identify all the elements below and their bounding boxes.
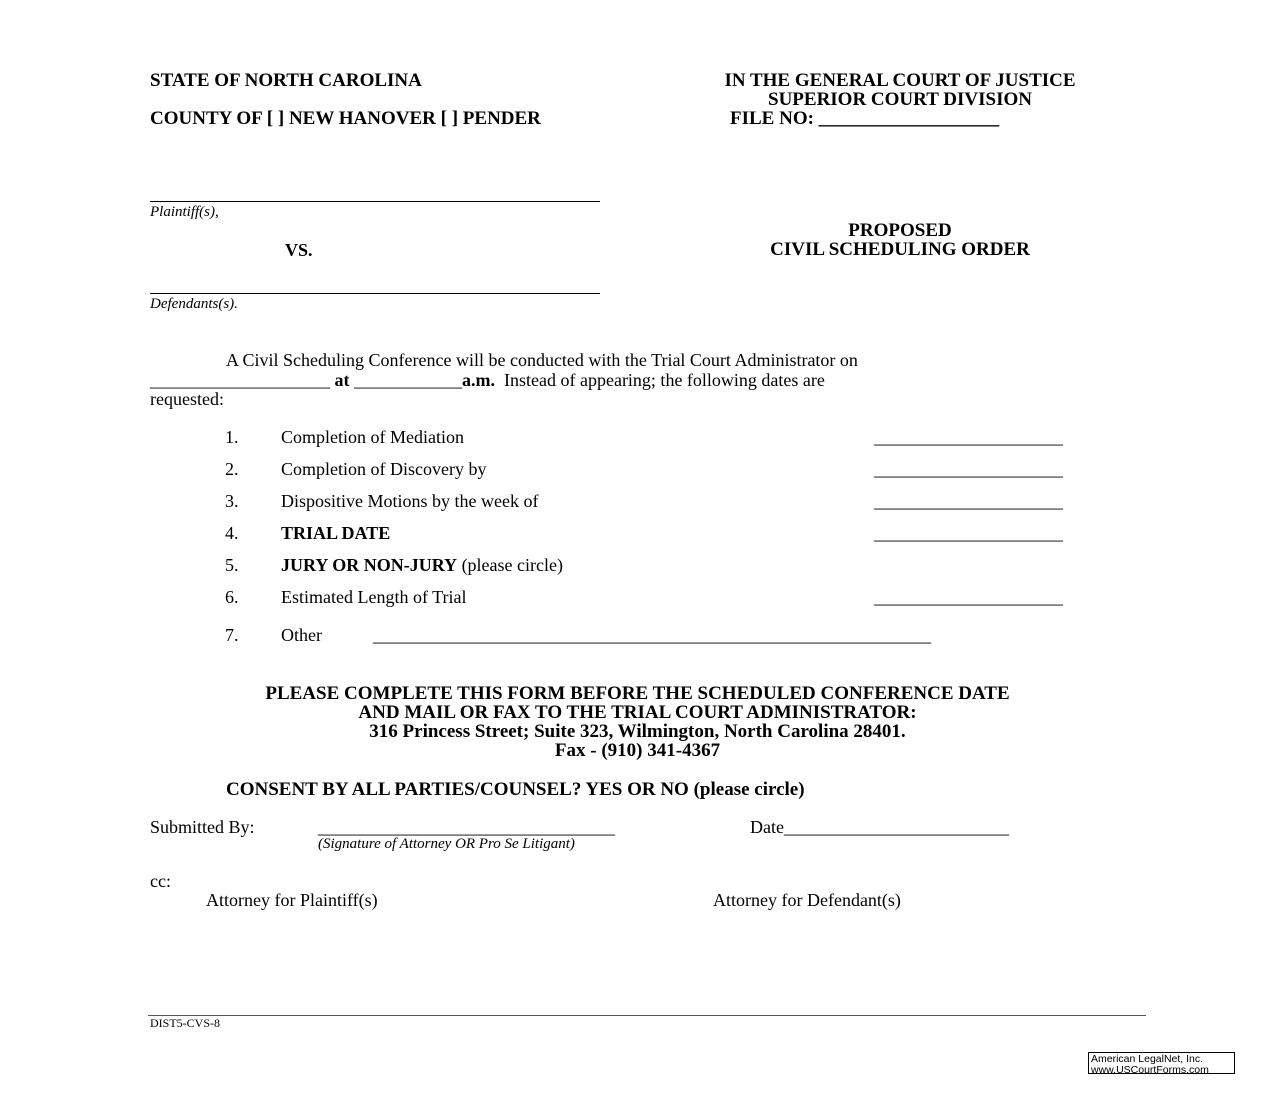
other-blank[interactable]: ______________________________________________________________ [373, 625, 931, 645]
item-number-6: 6. [225, 587, 239, 607]
title-proposed: PROPOSED [848, 220, 952, 241]
intro-line: A Civil Scheduling Conference will be conducted with the Trial Court Administrator on [226, 350, 858, 370]
versus-label: VS. [285, 240, 313, 260]
at-label: at [334, 370, 350, 390]
item-number-3: 3. [225, 491, 239, 511]
cc-label: cc: [150, 871, 171, 891]
conference-date-blank[interactable]: ____________________ [150, 370, 330, 390]
item-label-other: Other [281, 625, 322, 645]
trial-length-blank[interactable]: _____________________ [874, 587, 1063, 607]
mediation-date-blank[interactable]: _____________________ [874, 427, 1063, 447]
signature-note: (Signature of Attorney OR Pro Se Litigant) [318, 836, 575, 852]
item-label-discovery: Completion of Discovery by [281, 459, 487, 479]
item-label-mediation: Completion of Mediation [281, 427, 464, 447]
instead-text: Instead of appearing; the following dates are [504, 370, 825, 390]
conference-time-blank[interactable]: ____________ [354, 370, 462, 390]
form-code: DIST5-CVS-8 [150, 1016, 221, 1030]
administrator-address: 316 Princess Street; Suite 323, Wilmington, North Carolina 28401. [369, 721, 906, 742]
badge-company: American LegalNet, Inc. [1091, 1053, 1204, 1065]
intro-second-line [150, 370, 825, 391]
state-heading: STATE OF NORTH CAROLINA [150, 70, 422, 91]
item-number-4: 4. [225, 523, 239, 543]
requested-text: requested: [150, 389, 224, 409]
item-label-jury[interactable] [281, 555, 563, 576]
am-label: a.m. [462, 370, 495, 390]
badge-website: www.USCourtForms.com [1091, 1063, 1209, 1076]
consent-question[interactable]: CONSENT BY ALL PARTIES/COUNSEL? YES OR NO (please circle) [226, 779, 805, 800]
item-number-1: 1. [225, 427, 239, 447]
administrator-fax: Fax - (910) 341-4367 [554, 740, 721, 761]
instructions-line-2: AND MAIL OR FAX TO THE TRIAL COURT ADMINISTRATOR: [358, 702, 917, 723]
motions-date-blank[interactable]: _____________________ [874, 491, 1063, 511]
submitted-by-label: Submitted By: [150, 817, 255, 837]
county-selection[interactable]: COUNTY OF [ ] NEW HANOVER [ ] PENDER [150, 108, 541, 129]
item-number-7: 7. [225, 625, 239, 645]
file-number-field[interactable]: FILE NO: ___________________ [730, 108, 1000, 129]
plaintiff-name-line[interactable] [150, 201, 600, 202]
item-label-trial-date: TRIAL DATE [281, 523, 391, 543]
cc-defendant-attorney: Attorney for Defendant(s) [713, 890, 901, 910]
date-blank[interactable]: _________________________ [783, 817, 1009, 837]
trial-date-blank[interactable]: _____________________ [874, 523, 1063, 543]
title-order: CIVIL SCHEDULING ORDER [770, 239, 1030, 260]
item-number-2: 2. [225, 459, 239, 479]
discovery-date-blank[interactable]: _____________________ [874, 459, 1063, 479]
date-label: Date [750, 817, 784, 837]
defendant-label: Defendants(s). [150, 296, 238, 312]
division-heading: SUPERIOR COURT DIVISION [768, 89, 1032, 110]
plaintiff-label: Plaintiff(s), [150, 204, 219, 220]
jury-choice[interactable]: JURY OR NON-JURY [281, 555, 458, 575]
date-field [750, 817, 1009, 838]
defendant-name-line[interactable] [150, 293, 600, 294]
court-heading: IN THE GENERAL COURT OF JUSTICE [724, 70, 1076, 91]
signature-blank[interactable]: _________________________________ [318, 817, 615, 837]
item-number-5: 5. [225, 555, 239, 575]
jury-circle-note: (please circle) [461, 555, 563, 575]
footer-rule [148, 1015, 1146, 1016]
publisher-badge [1088, 1052, 1235, 1074]
cc-plaintiff-attorney: Attorney for Plaintiff(s) [206, 890, 378, 910]
item-label-motions: Dispositive Motions by the week of [281, 491, 539, 511]
item-label-length: Estimated Length of Trial [281, 587, 467, 607]
instructions-line-1: PLEASE COMPLETE THIS FORM BEFORE THE SCHEDULED CONFERENCE DATE [265, 683, 1010, 704]
